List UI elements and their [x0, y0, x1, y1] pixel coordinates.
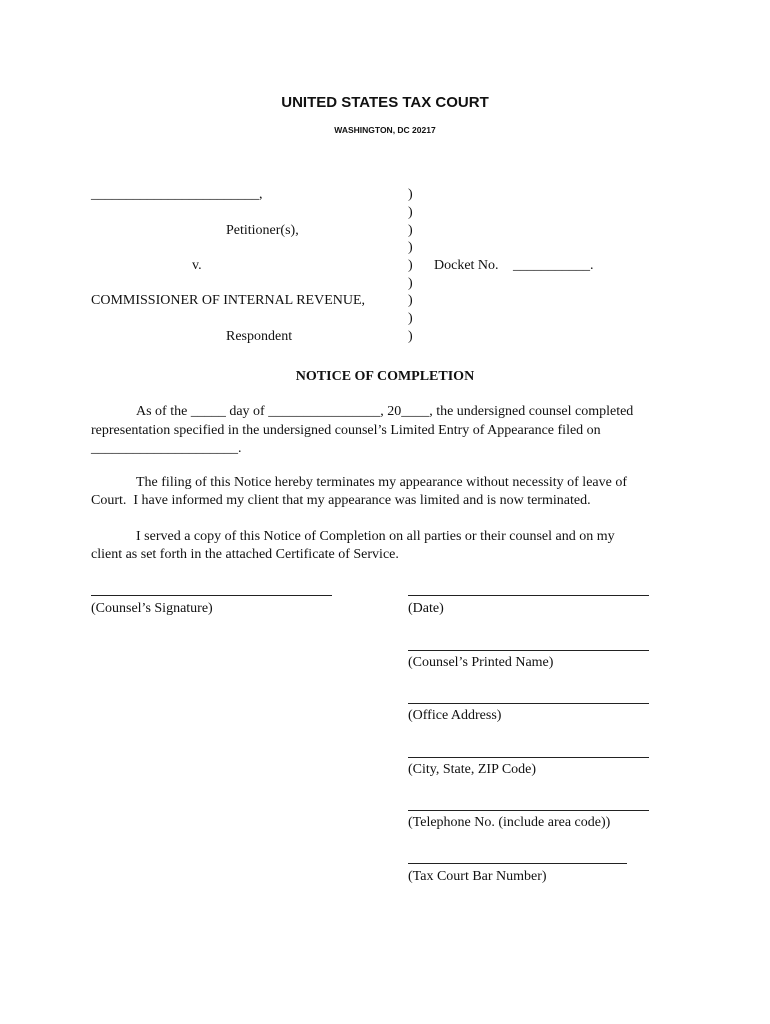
notice-title: NOTICE OF COMPLETION — [295, 369, 475, 384]
court-location: WASHINGTON, DC 20217 — [334, 125, 436, 135]
caption-paren: ) — [408, 187, 413, 202]
caption-paren: ) — [408, 240, 413, 255]
telephone-line — [408, 810, 649, 811]
counsel-signature-label: (Counsel’s Signature) — [91, 601, 213, 616]
caption-paren: ) — [408, 276, 413, 291]
city-state-zip-label: (City, State, ZIP Code) — [408, 762, 537, 777]
court-title: UNITED STATES TAX COURT — [281, 94, 489, 111]
caption-paren: ) — [408, 329, 413, 344]
paragraph-1-line-3: _____________________. — [91, 441, 242, 456]
caption-paren: ) — [408, 205, 413, 220]
city-state-zip-line — [408, 757, 649, 758]
office-address-label: (Office Address) — [408, 708, 502, 723]
docket-number-blank: ___________. — [513, 258, 594, 273]
caption-paren: ) — [408, 311, 413, 326]
caption-paren: ) — [408, 258, 413, 273]
versus-label: v. — [192, 258, 202, 273]
respondent-label: Respondent — [226, 329, 293, 344]
date-line — [408, 595, 649, 596]
paragraph-2-line-1: The filing of this Notice hereby terminates my appearance without necessity of leave of — [136, 475, 627, 490]
docket-label: Docket No. — [434, 258, 499, 273]
petitioner-blank: ________________________, — [91, 187, 263, 202]
paragraph-3-line-1: I served a copy of this Notice of Completion on all parties or their counsel and on my — [136, 529, 615, 544]
printed-name-line — [408, 650, 649, 651]
caption-paren: ) — [408, 223, 413, 238]
paragraph-3-line-2: client as set forth in the attached Certificate of Service. — [91, 547, 399, 562]
bar-number-line — [408, 863, 627, 864]
telephone-label: (Telephone No. (include area code)) — [408, 815, 611, 830]
signature-line — [91, 595, 332, 596]
date-label: (Date) — [408, 601, 444, 616]
paragraph-1-line-1: As of the _____ day of ________________, 20____, the undersigned counsel completed — [136, 404, 634, 419]
respondent-name: COMMISSIONER OF INTERNAL REVENUE, — [91, 293, 366, 308]
paragraph-1-line-2: representation specified in the undersigned counsel’s Limited Entry of Appearance filed on — [91, 423, 601, 438]
petitioner-label: Petitioner(s), — [226, 223, 299, 238]
office-address-line — [408, 703, 649, 704]
printed-name-label: (Counsel’s Printed Name) — [408, 655, 554, 670]
bar-number-label: (Tax Court Bar Number) — [408, 869, 547, 884]
caption-paren: ) — [408, 293, 413, 308]
paragraph-2-line-2: Court. I have informed my client that my appearance was limited and is now terminated. — [91, 493, 591, 508]
